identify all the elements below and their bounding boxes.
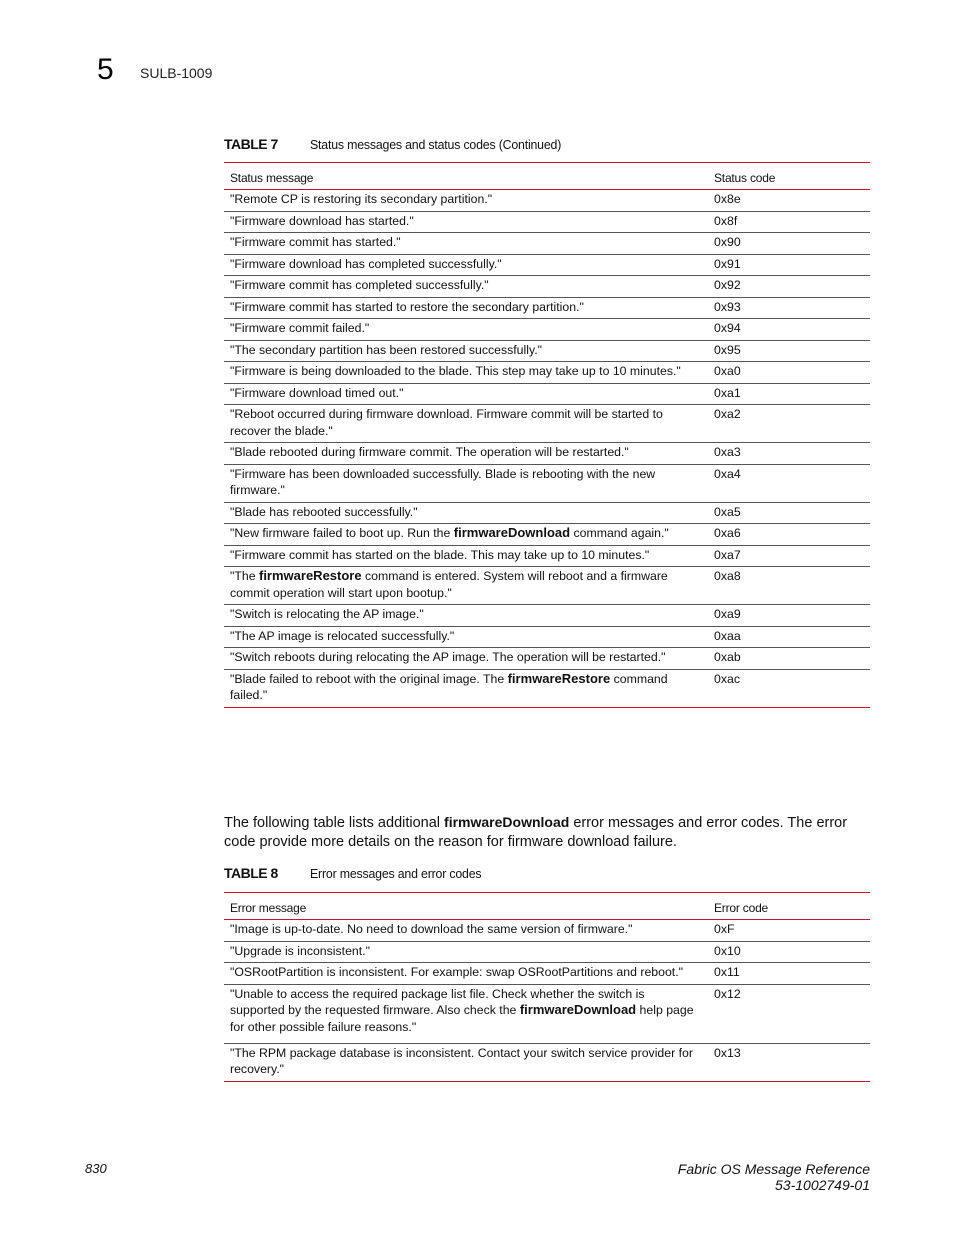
table8-col-error-code: Error code	[708, 893, 870, 920]
message-cell	[224, 319, 708, 341]
message-text: "New firmware failed to boot up. Run the	[230, 526, 454, 540]
table-row	[224, 254, 870, 276]
table-row	[224, 941, 870, 963]
code-cell: 0xa6	[708, 524, 870, 546]
code-cell: 0x92	[708, 276, 870, 298]
message-cell	[224, 984, 708, 1043]
message-cell	[224, 276, 708, 298]
message-text: "Firmware commit has started to restore the secondary partition."	[230, 299, 584, 314]
table7-col-status-message: Status message	[224, 163, 708, 190]
message-cell	[224, 405, 708, 443]
table-row	[224, 567, 870, 605]
message-text: command again."	[570, 526, 669, 540]
code-cell: 0x95	[708, 340, 870, 362]
code-cell: 0xF	[708, 920, 870, 942]
table8-title: Error messages and error codes	[310, 865, 482, 881]
message-text: "Blade has rebooted successfully."	[230, 504, 418, 519]
table7-status-codes	[224, 162, 870, 708]
table-row	[224, 405, 870, 443]
message-cell	[224, 567, 708, 605]
doc-number: 53-1002749-01	[775, 1177, 870, 1193]
message-text: "Image is up-to-date. No need to download the same version of firmware."	[230, 922, 633, 936]
table-row	[224, 1043, 870, 1081]
message-text: command failed."	[230, 671, 668, 702]
message-id: SULB-1009	[140, 65, 213, 81]
table7-header-row	[224, 163, 870, 190]
code-cell: 0x91	[708, 254, 870, 276]
message-cell	[224, 626, 708, 648]
code-cell: 0x8e	[708, 190, 870, 212]
table-row	[224, 319, 870, 341]
message-text: "Reboot occurred during firmware download. Firmware commit will be started to recover the blade."	[230, 407, 663, 438]
paragraph-text-post: error messages and error codes. The error code provide more details on the reason for firmware download failure.	[224, 815, 848, 850]
table-row	[224, 920, 870, 942]
code-cell: 0xa4	[708, 464, 870, 502]
message-cell	[224, 383, 708, 405]
table-row	[224, 984, 870, 1043]
code-cell: 0xac	[708, 669, 870, 707]
code-cell: 0xa1	[708, 383, 870, 405]
message-cell	[224, 920, 708, 942]
message-text: "Switch reboots during relocating the AP image. The operation will be restarted."	[230, 650, 666, 664]
command-name: firmwareRestore	[258, 568, 362, 583]
message-text: "The	[230, 569, 259, 583]
message-text: "Switch is relocating the AP image."	[230, 607, 424, 621]
intro-paragraph	[224, 813, 874, 852]
code-cell: 0xa8	[708, 567, 870, 605]
table7-col-status-code: Status code	[708, 163, 870, 190]
message-text: "Firmware commit has started."	[230, 235, 401, 249]
code-cell: 0x13	[708, 1043, 870, 1081]
message-cell	[224, 524, 708, 546]
command-name: firmwareRestore	[507, 670, 611, 686]
table-row	[224, 524, 870, 546]
message-text: "Firmware download has completed successfully."	[230, 256, 502, 271]
code-cell: 0xab	[708, 648, 870, 670]
message-cell	[224, 340, 708, 362]
table8-error-codes	[224, 892, 870, 1082]
command-name: firmwareDownload	[453, 525, 571, 540]
table-row	[224, 276, 870, 298]
message-cell	[224, 941, 708, 963]
message-cell	[224, 362, 708, 384]
message-text: "OSRootPartition is inconsistent. For example: swap OSRootPartitions and reboot."	[230, 965, 683, 979]
message-cell	[224, 669, 708, 707]
message-text: "Upgrade is inconsistent."	[230, 943, 370, 958]
table-row	[224, 605, 870, 627]
message-text: "Firmware download timed out."	[230, 385, 404, 400]
message-text: "Unable to access the required package list file. Check whether the switch is supported by the requested firmware. Also check the	[230, 986, 645, 1017]
table7-title: Status messages and status codes (Continued)	[310, 136, 562, 152]
code-cell: 0x12	[708, 984, 870, 1043]
command-name: firmwareDownload	[519, 1002, 637, 1017]
message-cell	[224, 297, 708, 319]
message-text: "Firmware commit has started on the blade. This may take up to 10 minutes."	[230, 547, 650, 562]
table8-body	[224, 920, 870, 1082]
table8-header-row	[224, 893, 870, 920]
message-cell	[224, 605, 708, 627]
message-cell	[224, 648, 708, 670]
table8-col-error-message: Error message	[224, 893, 708, 920]
message-text: "Blade rebooted during firmware commit. The operation will be restarted."	[230, 445, 629, 459]
table-row	[224, 340, 870, 362]
code-cell: 0xa2	[708, 405, 870, 443]
page-number: 830	[85, 1161, 107, 1176]
code-cell: 0x11	[708, 963, 870, 985]
code-cell: 0x94	[708, 319, 870, 341]
code-cell: 0x90	[708, 233, 870, 255]
table-row	[224, 669, 870, 707]
message-cell	[224, 1043, 708, 1081]
message-cell	[224, 211, 708, 233]
table8-label: TABLE 8	[224, 865, 278, 881]
message-text: "Firmware has been downloaded successfully. Blade is rebooting with the new firmware."	[230, 466, 656, 497]
table-row	[224, 190, 870, 212]
message-text: help page for other possible failure reasons."	[230, 1003, 694, 1034]
message-text: command is entered. System will reboot and a firmware commit operation will start upon bootup."	[230, 569, 668, 600]
message-cell	[224, 443, 708, 465]
message-text: "Firmware download has started."	[230, 213, 414, 228]
doc-title: Fabric OS Message Reference	[677, 1161, 870, 1177]
code-cell: 0x93	[708, 297, 870, 319]
code-cell: 0x10	[708, 941, 870, 963]
code-cell: 0xaa	[708, 626, 870, 648]
message-cell	[224, 233, 708, 255]
message-text: "Blade failed to reboot with the original image. The	[230, 671, 508, 686]
message-cell	[224, 545, 708, 567]
table-row	[224, 626, 870, 648]
table-row	[224, 464, 870, 502]
table7-caption	[224, 134, 574, 154]
message-cell	[224, 254, 708, 276]
code-cell: 0xa9	[708, 605, 870, 627]
table-row	[224, 648, 870, 670]
table7-label: TABLE 7	[224, 136, 278, 152]
table-row	[224, 963, 870, 985]
message-text: "The secondary partition has been restored successfully."	[230, 342, 542, 357]
table8-caption	[224, 863, 490, 883]
table-row	[224, 233, 870, 255]
paragraph-command: firmwareDownload	[444, 814, 570, 830]
message-text: "The AP image is relocated successfully."	[230, 628, 455, 643]
code-cell: 0xa3	[708, 443, 870, 465]
message-text: "Remote CP is restoring its secondary partition."	[230, 192, 493, 206]
chapter-number: 5	[97, 53, 114, 86]
table-row	[224, 297, 870, 319]
paragraph-text-pre: The following table lists additional	[224, 815, 445, 831]
code-cell: 0xa5	[708, 502, 870, 524]
message-text: "Firmware commit has completed successfully."	[230, 278, 489, 292]
table-row	[224, 443, 870, 465]
code-cell: 0xa7	[708, 545, 870, 567]
code-cell: 0xa0	[708, 362, 870, 384]
table-row	[224, 211, 870, 233]
table-row	[224, 383, 870, 405]
message-cell	[224, 190, 708, 212]
table-row	[224, 362, 870, 384]
message-text: "The RPM package database is inconsistent. Contact your switch service provider for recovery."	[230, 1045, 693, 1076]
message-cell	[224, 464, 708, 502]
message-text: "Firmware commit failed."	[230, 321, 370, 335]
table7-body	[224, 190, 870, 708]
message-cell	[224, 963, 708, 985]
code-cell: 0x8f	[708, 211, 870, 233]
footer-doc-info	[678, 1161, 870, 1193]
table-row	[224, 545, 870, 567]
message-cell	[224, 502, 708, 524]
message-text: "Firmware is being downloaded to the blade. This step may take up to 10 minutes."	[230, 364, 681, 378]
table-row	[224, 502, 870, 524]
